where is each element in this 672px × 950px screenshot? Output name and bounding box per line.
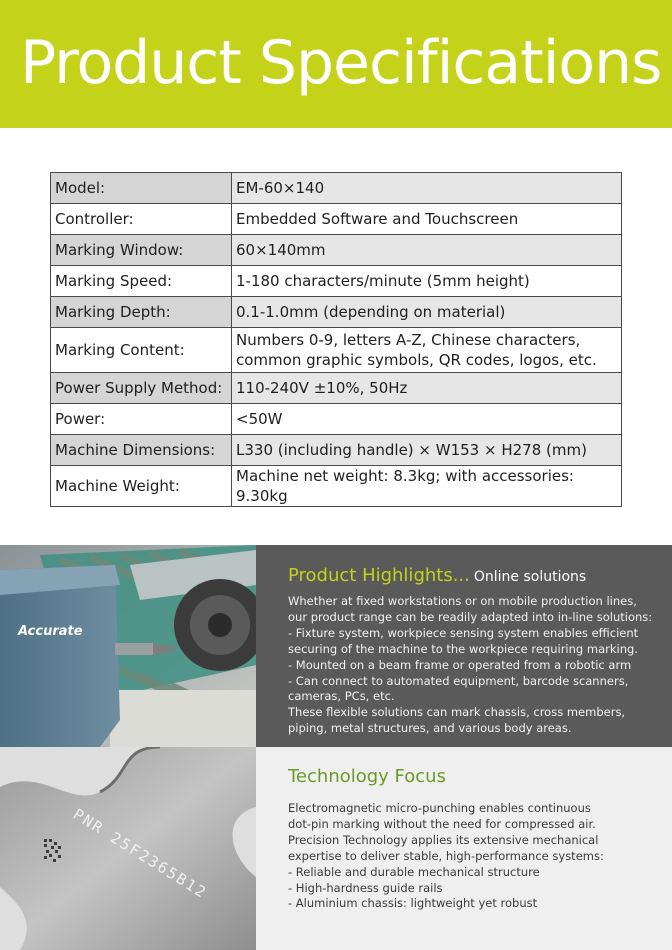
text-line: our product range can be readily adapted into in-line solutions: <box>288 609 653 624</box>
highlights-heading <box>288 565 586 586</box>
table-row <box>51 435 622 466</box>
table-row <box>51 173 622 204</box>
text-line: - Fixture system, workpiece sensing system enables efficient <box>288 625 639 640</box>
spec-label: Model: <box>51 173 232 204</box>
spec-label: Marking Depth: <box>51 297 232 328</box>
specifications-table <box>50 172 622 507</box>
spec-value-line: common graphic symbols, QR codes, logos, etc. <box>236 351 597 369</box>
product-highlights-panel <box>256 545 672 747</box>
table-row <box>51 373 622 404</box>
spec-label: Marking Content: <box>51 328 232 373</box>
table-row <box>51 328 622 373</box>
text-line: Whether at fixed workstations or on mobile production lines, <box>288 594 637 608</box>
header-banner <box>0 0 672 128</box>
text-line: - Mounted on a beam frame or operated from a robotic arm <box>288 657 632 672</box>
text-line: - Can connect to automated equipment, barcode scanners, <box>288 673 629 688</box>
page-title: Product Specifications <box>20 28 662 98</box>
marking-machine-illustration <box>0 545 256 747</box>
highlights-title: Product Highlights... <box>288 565 470 586</box>
spec-value: 60×140mm <box>232 235 622 266</box>
spec-label: Power Supply Method: <box>51 373 232 404</box>
spec-value: Machine net weight: 8.3kg; with accessories: 9.30kg <box>232 466 622 507</box>
text-line: - Reliable and durable mechanical structure <box>288 864 540 879</box>
text-line: dot-pin marking without the need for compressed air. <box>288 816 596 831</box>
spec-value-line: Numbers 0-9, letters A-Z, Chinese characters, <box>236 331 581 349</box>
text-line: expertise to deliver stable, high-performance systems: <box>288 848 604 863</box>
spec-label: Marking Window: <box>51 235 232 266</box>
table-row <box>51 266 622 297</box>
spec-label: Machine Weight: <box>51 466 232 507</box>
spec-value: 110-240V ±10%, 50Hz <box>232 373 622 404</box>
text-line: - Aluminium chassis: lightweight yet robust <box>288 896 538 911</box>
text-line: Electromagnetic micro-punching enables continuous <box>288 801 591 815</box>
table-row <box>51 404 622 435</box>
spec-label: Controller: <box>51 204 232 235</box>
part-marking-text: PNR 25F2365B12 <box>69 805 211 903</box>
table-row <box>51 297 622 328</box>
text-line: These flexible solutions can mark chassis, cross members, <box>288 705 626 720</box>
production-line-photo <box>0 545 256 747</box>
spec-value: 1-180 characters/minute (5mm height) <box>232 266 622 297</box>
marked-metal-part-illustration <box>0 747 256 950</box>
table-row <box>51 466 622 507</box>
text-line: cameras, PCs, etc. <box>288 689 395 704</box>
technology-focus-panel <box>256 747 672 950</box>
text-line: Precision Technology applies its extensive mechanical <box>288 832 599 847</box>
table-row <box>51 235 622 266</box>
technology-text <box>288 801 664 912</box>
table-row <box>51 204 622 235</box>
spec-label: Machine Dimensions: <box>51 435 232 466</box>
spec-value: L330 (including handle) × W153 × H278 (mm) <box>232 435 622 466</box>
technology-title: Technology Focus <box>288 766 446 787</box>
spec-value: Embedded Software and Touchscreen <box>232 204 622 235</box>
spec-value: EM-60×140 <box>232 173 622 204</box>
text-line: securing of the machine to the workpiece requiring marking. <box>288 641 638 656</box>
spec-value: 0.1-1.0mm (depending on material) <box>232 297 622 328</box>
spec-label: Marking Speed: <box>51 266 232 297</box>
spec-value: <50W <box>232 404 622 435</box>
highlights-text <box>288 594 664 737</box>
text-line: - High-hardness guide rails <box>288 880 443 895</box>
spec-label: Power: <box>51 404 232 435</box>
brand-logo-text: Accurate <box>18 624 83 639</box>
marked-part-photo <box>0 747 256 950</box>
text-line: piping, metal structures, and various body areas. <box>288 721 572 736</box>
highlights-subtitle: Online solutions <box>473 569 587 585</box>
spec-value <box>232 328 622 373</box>
